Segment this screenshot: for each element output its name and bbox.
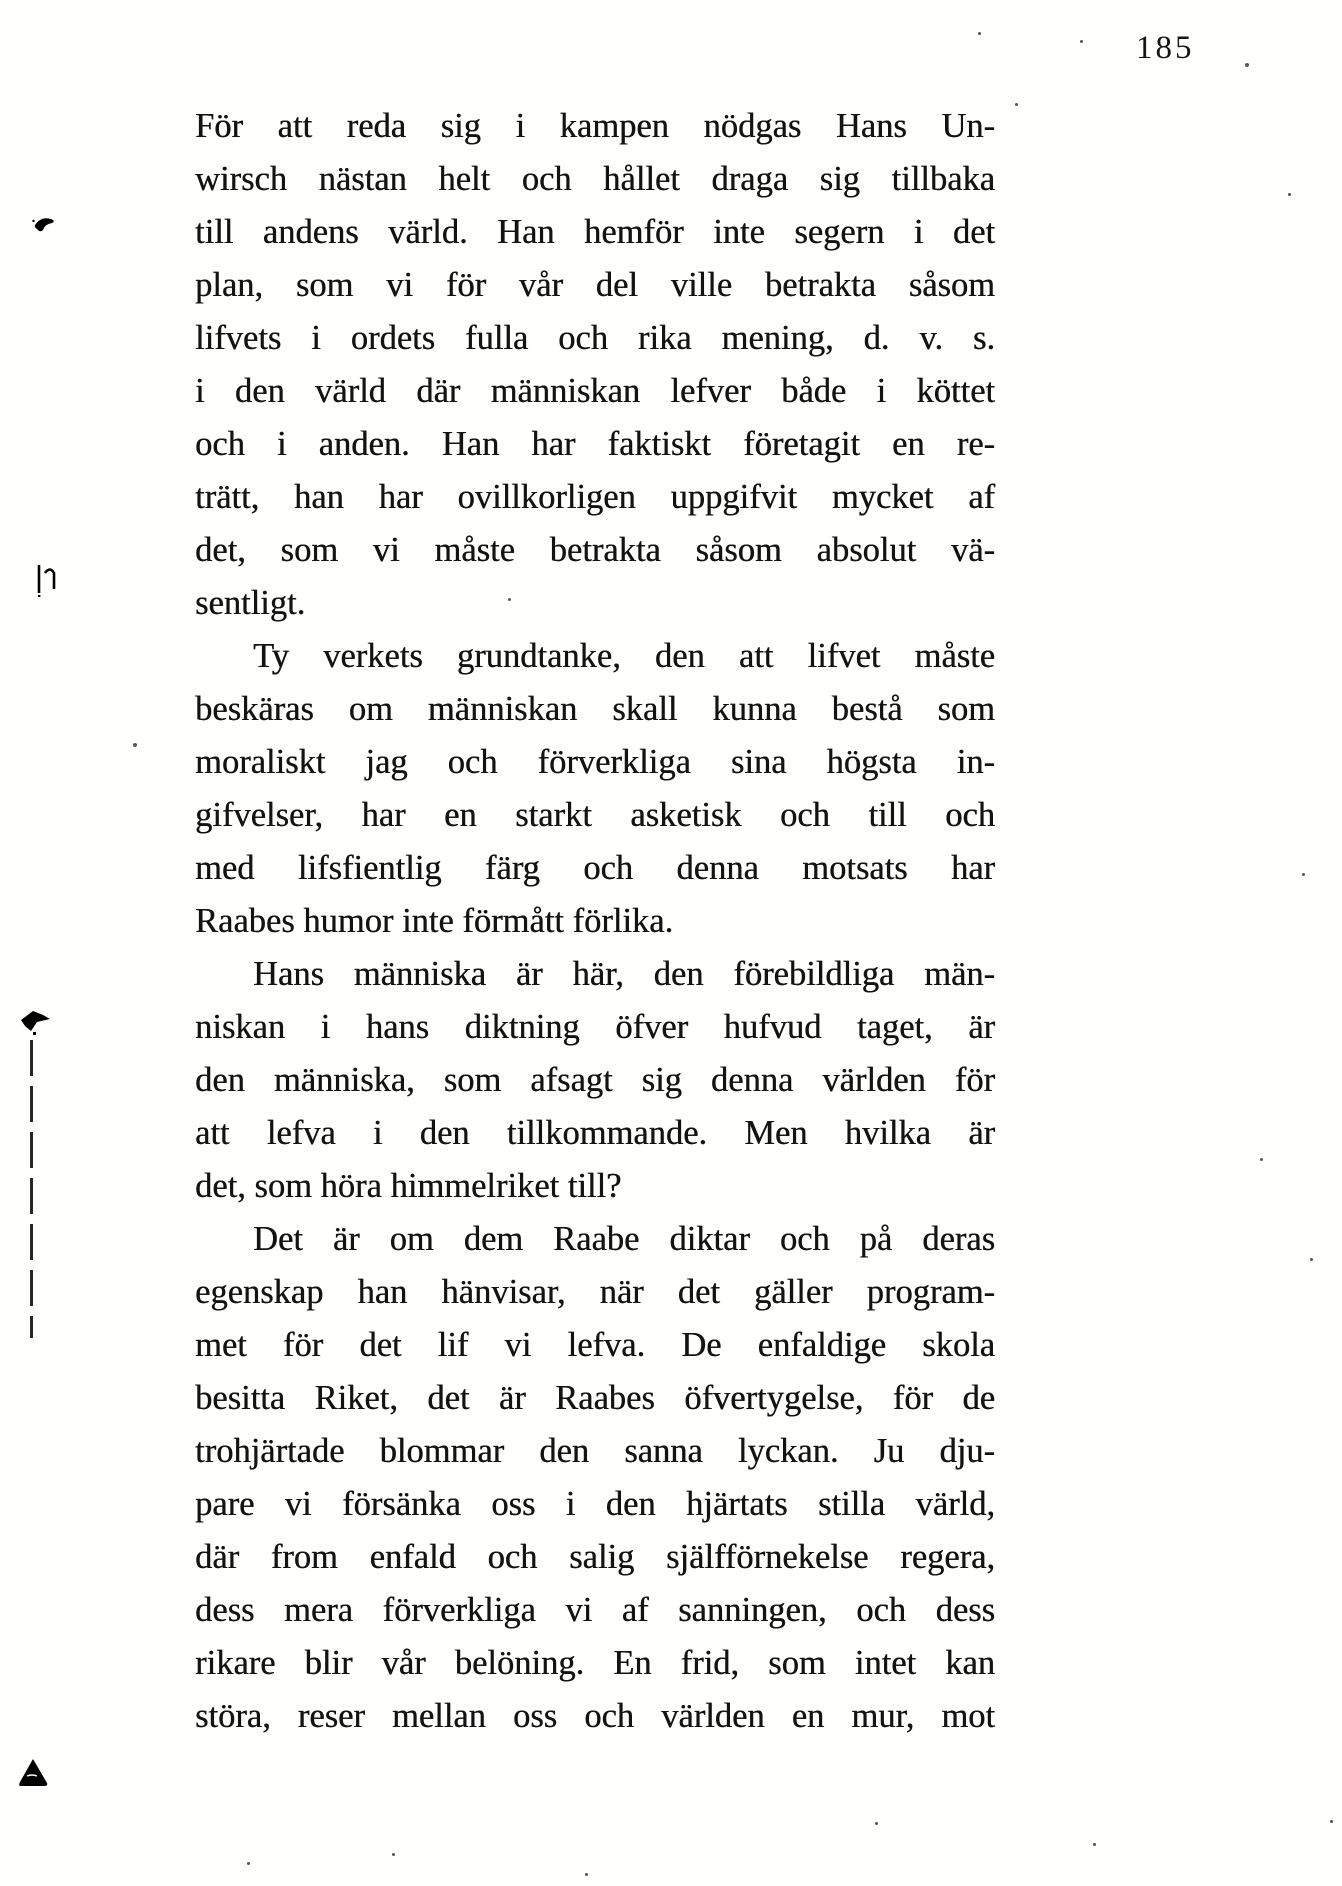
text-line: Raabes humor inte förmått förlika. [195,902,674,940]
scan-speck [585,1873,588,1876]
scan-speck [1330,1820,1333,1823]
text-line: sentligt. [195,584,306,622]
text-line: störa, reser mellan oss och världen en mur, mot [195,1697,995,1735]
text-line: det, som vi måste betrakta såsom absolut vä- [195,531,995,569]
scan-speck [508,598,511,601]
scan-speck [1245,63,1249,67]
handwritten-letter-mark-icon [36,563,58,597]
scan-speck [1310,1258,1313,1261]
ink-arrow-blot-icon [20,1008,52,1036]
text-line: dess mera förverkliga vi af sanningen, och dess [195,1591,995,1629]
text-line: där from enfald och salig själfförnekelse regera, [195,1538,995,1576]
vertical-pencil-line [30,1040,33,1338]
scan-speck [392,1853,395,1856]
scan-speck [1015,103,1018,106]
triangular-ink-blot-icon [18,1758,50,1790]
text-line: plan, som vi för vår del ville betrakta såsom [195,266,995,304]
scan-speck [875,1822,878,1825]
text-line: att lefva i den tillkommande. Men hvilka är [195,1114,995,1152]
ink-hook-mark-icon [32,212,58,234]
scan-speck [1093,1843,1096,1846]
text-line: det, som höra himmelriket till? [195,1167,622,1205]
text-line: Hans människa är här, den förebildliga män- [253,955,995,993]
text-line: egenskap han hänvisar, när det gäller program- [195,1273,995,1311]
text-line: lifvets i ordets fulla och rika mening, d. v. s. [195,319,995,357]
text-line: pare vi försänka oss i den hjärtats stilla värld, [195,1485,995,1523]
text-line: trätt, han har ovillkorligen uppgifvit mycket af [195,478,995,516]
text-line: till andens värld. Han hemför inte segern i det [195,213,995,251]
scan-speck [133,743,137,747]
text-line: niskan i hans diktning öfver hufvud taget, är [195,1008,995,1046]
scan-speck [247,1862,250,1865]
text-line: med lifsfientlig färg och denna motsats har [195,849,995,887]
text-line: Det är om dem Raabe diktar och på deras [253,1220,995,1258]
text-block [195,100,995,1743]
scan-speck [1302,873,1305,876]
text-line: beskäras om människan skall kunna bestå som [195,690,995,728]
scan-speck [1288,193,1291,196]
text-line: wirsch nästan helt och hållet draga sig tillbaka [195,160,995,198]
text-line: besitta Riket, det är Raabes öfvertygelse, för de [195,1379,995,1417]
text-line: moraliskt jag och förverkliga sina högsta in- [195,743,995,781]
text-line: den människa, som afsagt sig denna världen för [195,1061,995,1099]
scan-speck [1260,1158,1263,1161]
text-line: met för det lif vi lefva. De enfaldige skola [195,1326,995,1364]
text-line: gifvelser, har en starkt asketisk och till och [195,796,995,834]
text-line: och i anden. Han har faktiskt företagit en re- [195,425,995,463]
text-line: trohjärtade blommar den sanna lyckan. Ju dju- [195,1432,995,1470]
text-line: rikare blir vår belöning. En frid, som intet kan [195,1644,995,1682]
scan-speck [1080,40,1083,43]
text-line: i den värld där människan lefver både i köttet [195,372,995,410]
text-line: För att reda sig i kampen nödgas Hans Un- [195,107,995,145]
text-line: Ty verkets grundtanke, den att lifvet måste [253,637,995,675]
scan-speck [978,32,981,35]
page-number: 185 [1136,30,1195,66]
